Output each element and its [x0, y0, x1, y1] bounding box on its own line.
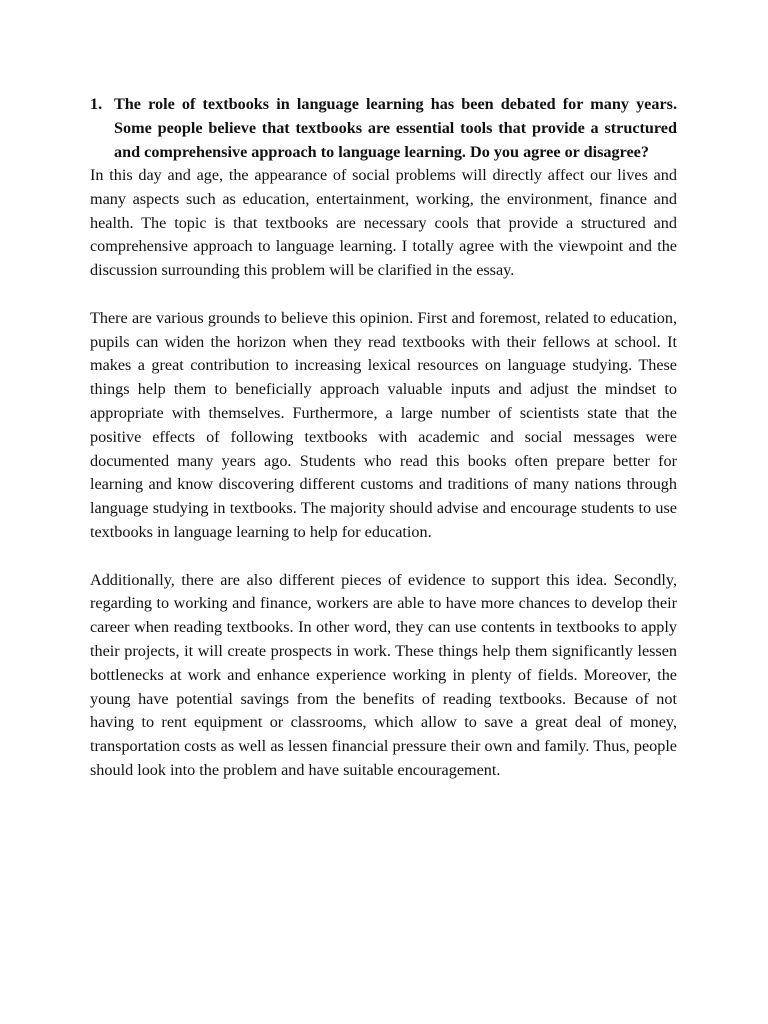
paragraph-body-1: There are various grounds to believe this opinion. First and foremost, related to education, pupils can widen the horizon when they read textbooks with their fellows at school. It makes a great contribution to increasing lexical resources on language studying. These things help them to beneficially approach valuable inputs and adjust the mindset to appropriate with themselves. Furthermore, a large number of scientists state that the positive effects of following textbooks with academic and social messages were documented many years ago. Students who read this books often prepare better for learning and know discovering different customs and traditions of many nations through language studying in textbooks. The majority should advise and encourage students to use textbooks in language learning to help for education.: [90, 308, 677, 541]
essay-question: [90, 92, 677, 164]
question-text: The role of textbooks in language learning has been debated for many years. Some people believe that textbooks are essential tools that provide a structured and comprehensive approach to language learning. Do you agree or disagree?: [114, 95, 677, 161]
question-number: 1.: [90, 95, 103, 113]
paragraph-body-2: Additionally, there are also different pieces of evidence to support this idea. Secondly, regarding to working and finance, workers are able to have more chances to develop their career when reading textbooks. In other word, they can use contents in textbooks to apply their projects, it will create prospects in work. These things help them significantly lessen bottlenecks at work and enhance experience working in plenty of fields. Moreover, the young have potential savings from the benefits of reading textbooks. Because of not having to rent equipment or classrooms, which allow to save a great deal of money, transportation costs as well as lessen financial pressure their own and family. Thus, people should look into the problem and have suitable encouragement.: [90, 570, 677, 779]
document-page: [90, 92, 677, 783]
paragraph-intro: In this day and age, the appearance of social problems will directly affect our lives and many aspects such as education, entertainment, working, the environment, finance and health. The topic is that textbooks are necessary cools that provide a structured and comprehensive approach to language learning. I totally agree with the viewpoint and the discussion surrounding this problem will be clarified in the essay.: [90, 166, 677, 280]
